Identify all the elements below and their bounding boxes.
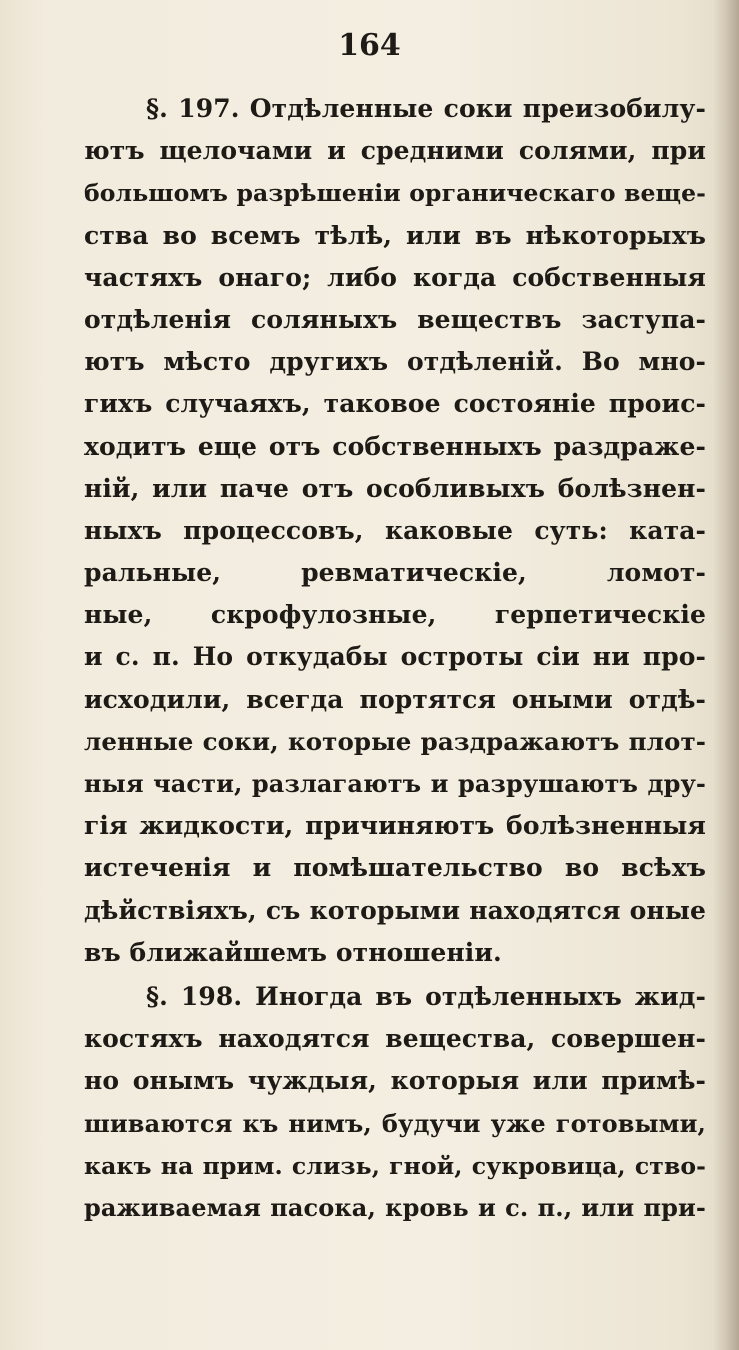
text-line: шиваются къ нимъ, будучи уже готовыми, [84, 1108, 706, 1138]
text-line: частяхъ онаго; либо когда собственныя [84, 262, 706, 292]
text-line: ства во всемъ тѣлѣ, или въ нѣкоторыхъ [84, 220, 706, 250]
page-edge-shadow [713, 0, 739, 1350]
text-line: ленные соки, которые раздражаютъ плот- [84, 726, 706, 756]
text-line: ные, скрофулозные, герпетическіе [84, 600, 706, 630]
text-line: ютъ щелочами и средними солями, при [84, 136, 706, 166]
text-line: гія жидкости, причиняютъ болѣзненныя [84, 811, 706, 841]
page-number: 164 [338, 28, 401, 63]
text-line: костяхъ находятся вещества, совершен- [84, 1024, 706, 1054]
text-line: дѣйствіяхъ, съ которыми находятся оные [84, 895, 706, 925]
text-line: ній, или паче отъ особливыхъ болѣзнен- [84, 473, 706, 503]
text-line: §. 198. Иногда въ отдѣленныхъ жид- [146, 982, 706, 1011]
text-line: истеченія и помѣшательство во всѣхъ [84, 853, 706, 883]
text-line: отдѣленія соляныхъ веществъ заступа- [84, 304, 706, 334]
paragraph-198 [84, 976, 706, 1229]
paragraph-197 [84, 88, 706, 974]
text-line: но онымъ чуждыя, которыя или примѣ- [84, 1066, 706, 1096]
text-line: большомъ разрѣшеніи органическаго веще- [84, 179, 706, 208]
text-line: ходитъ еще отъ собственныхъ раздраже- [84, 431, 706, 461]
text-line: какъ на прим. слизь, гной, сукровица, ство- [84, 1151, 706, 1180]
text-line: ныя части, разлагаютъ и разрушаютъ дру- [84, 769, 706, 798]
text-line: ральные, ревматическіе, ломот- [84, 558, 706, 588]
text-line: ныхъ процессовъ, каковые суть: ката- [84, 515, 706, 545]
text-line: раживаемая пасока, кровь и с. п., или при- [84, 1192, 706, 1222]
text-line: ютъ мѣсто другихъ отдѣленій. Во мно- [84, 347, 706, 377]
text-line: исходили, всегда портятся оными отдѣ- [84, 684, 706, 714]
text-line: въ ближайшемъ отношеніи. [84, 937, 502, 967]
text-line: §. 197. Отдѣленные соки преизобилу- [146, 94, 706, 123]
text-line: гихъ случаяхъ, таковое состояніе проис- [84, 389, 706, 419]
text-line: и с. п. Но откудабы остроты сіи ни про- [84, 642, 706, 672]
